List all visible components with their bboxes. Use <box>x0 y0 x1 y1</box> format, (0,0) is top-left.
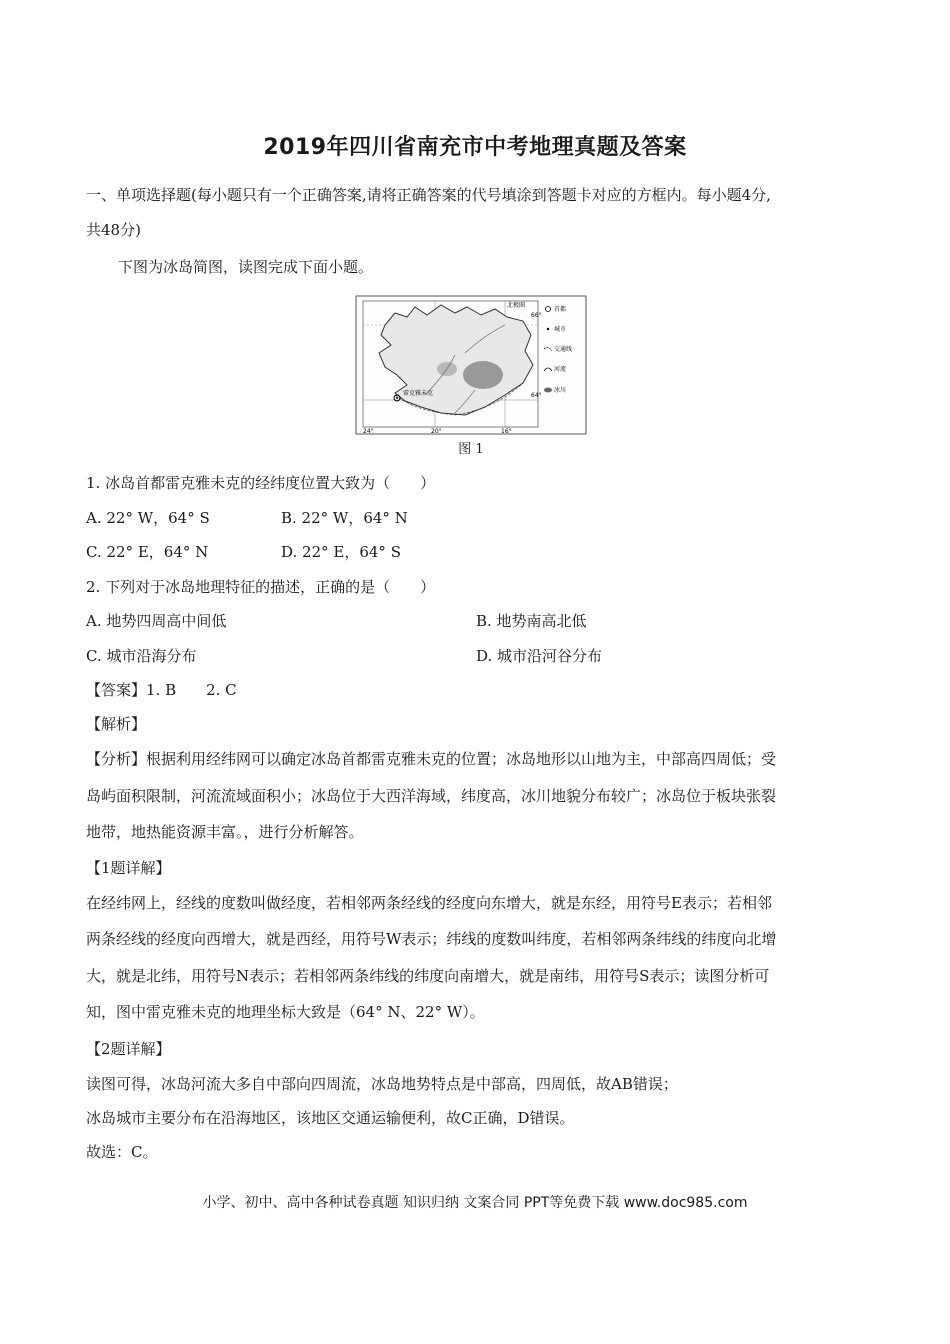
q2-option-a: A. 地势四周高中间低 <box>86 612 227 630</box>
legend-glacier: 冰川 <box>554 387 567 394</box>
q2-option-b: B. 地势南高北低 <box>476 612 587 630</box>
detail1-heading: 【1题详解】 <box>86 859 171 877</box>
q2-option-c: C. 城市沿海分布 <box>86 647 197 665</box>
lon-label-24: 24° <box>363 428 374 435</box>
analysis-line-2: 岛屿面积限制，河流流域面积小；冰岛位于大西洋海域，纬度高，冰川地貌分布较广；冰岛位于板块张裂 <box>86 787 777 805</box>
page-title: 2019年四川省南充市中考地理真题及答案 <box>263 135 687 160</box>
intro-text: 下图为冰岛简图，读图完成下面小题。 <box>118 258 374 276</box>
q1-option-b: B. 22° W，64° N <box>281 509 408 527</box>
analysis-line-3: 地带，地热能资源丰富。，进行分析解答。 <box>86 823 364 841</box>
lon-label-20: 20° <box>431 428 442 435</box>
figure-caption: 图 1 <box>458 442 484 457</box>
capital-label: 雷克雅未克 <box>403 390 434 397</box>
detail1-line-4: 知，图中雷克雅未克的地理坐标大致是（64° N、22° W）。 <box>86 1003 485 1021</box>
section-header-line-2: 共48分) <box>86 221 141 239</box>
city-legend-icon <box>547 328 549 330</box>
arctic-circle-label: 北极圈 <box>507 302 526 309</box>
legend-capital: 首都 <box>554 306 567 313</box>
lon-label-16: 16° <box>501 428 512 435</box>
detail2-line-2: 冰岛城市主要分布在沿海地区，该地区交通运输便利，故C正确，D错误。 <box>86 1109 575 1127</box>
detail2-heading: 【2题详解】 <box>86 1040 171 1058</box>
glacier-legend-icon <box>544 388 552 393</box>
analysis-line-1: 【分析】根据利用经纬网可以确定冰岛首都雷克雅未克的位置；冰岛地形以山地为主，中部高四周低；受 <box>86 750 777 768</box>
q1-option-a: A. 22° W，64° S <box>86 509 210 527</box>
q1-stem: 1. 冰岛首都雷克雅未克的经纬度位置大致为（ ） <box>86 474 436 492</box>
lat-label-66: 66° <box>531 312 542 319</box>
page-footer: 小学、初中、高中各种试卷真题 知识归纳 文案合同 PPT等免费下载 www.doc985.com <box>202 1195 748 1211</box>
q1-option-c: C. 22° E，64° N <box>86 543 209 561</box>
legend-river: 河流 <box>554 366 567 373</box>
q1-option-d: D. 22° E，64° S <box>281 543 401 561</box>
legend-transport: 交通线 <box>554 346 573 353</box>
detail2-line-3: 故选：C。 <box>86 1143 158 1161</box>
section-header-line-1: 一、单项选择题(每小题只有一个正确答案,请将正确答案的代号填涂到答题卡对应的方框内。每小题4分, <box>86 186 771 204</box>
glacier-shape <box>463 361 503 389</box>
iceland-map <box>355 295 587 435</box>
detail1-line-3: 大，就是北纬，用符号N表示；若相邻两条纬线的纬度向南增大，就是南纬，用符号S表示；读图分析可 <box>86 967 770 985</box>
detail1-line-2: 两条经线的经度向西增大，就是西经，用符号W表示；纬线的度数叫纬度，若相邻两条纬线的纬度向北增 <box>86 930 777 948</box>
q2-option-d: D. 城市沿河谷分布 <box>476 647 603 665</box>
detail2-line-1: 读图可得，冰岛河流大多自中部向四周流，冰岛地势特点是中部高，四周低，故AB错误； <box>86 1075 678 1093</box>
lat-label-64: 64° <box>531 392 542 399</box>
detail1-line-1: 在经纬网上，经线的度数叫做经度，若相邻两条经线的经度向东增大，就是东经，用符号E表示；若相邻 <box>86 894 772 912</box>
q2-stem: 2. 下列对于冰岛地理特征的描述，正确的是（ ） <box>86 578 436 596</box>
analysis-heading: 【解析】 <box>86 715 147 733</box>
answer-line: 【答案】1. B 2. C <box>86 681 237 699</box>
legend-city: 城市 <box>554 326 567 333</box>
